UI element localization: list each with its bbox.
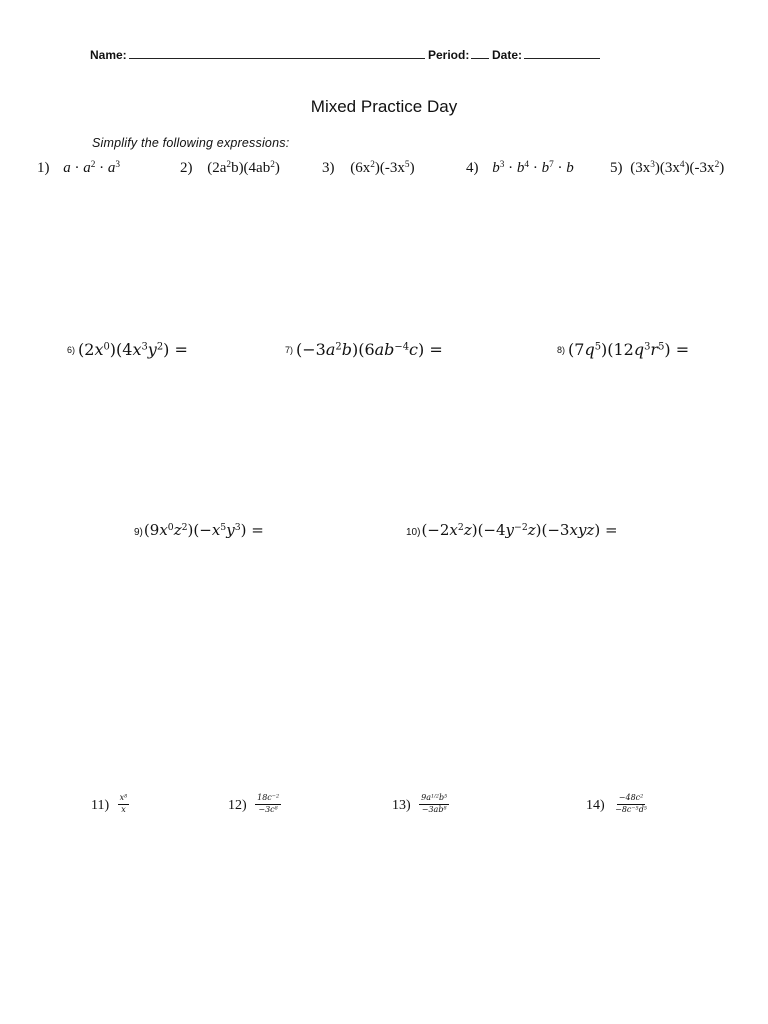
problem-12 [228,794,281,815]
problem-2 [180,160,280,177]
problem-number: 1) [37,160,50,176]
period-label: Period: [428,48,470,62]
page-title: Mixed Practice Day [310,97,458,116]
fraction [118,794,130,815]
problem-expression: $(6x^2)(-3x^5)$ [350,159,415,176]
problem-number: 7) [285,345,294,355]
name-blank-line[interactable] [129,47,425,59]
date-label: Date: [492,48,523,62]
fraction-numerator: $9a^{1/2}b^5$ [419,794,449,805]
problem-11 [91,794,129,815]
problem-number: 13) [392,797,411,813]
problem-4 [466,160,574,177]
fraction-numerator: $18c^{-2}$ [255,794,281,805]
fraction-denominator: x [121,804,126,814]
fraction-denominator: $-3c^8$ [258,804,278,814]
fraction [255,794,281,815]
name-field[interactable] [90,47,425,62]
problem-9 [134,521,264,539]
problem-14 [586,794,649,815]
problem-13 [392,794,449,815]
period-blank-line[interactable] [471,47,489,59]
problem-expression: $(3x^3)(3x^4)(-3x^2)$ [630,159,725,176]
problem-expression: $(2x^0)(4x^3y^2)$ = [78,340,188,359]
problem-number: 5) [610,160,623,176]
instructions-text: Simplify the following expressions: [92,136,290,150]
problem-7 [285,340,443,359]
problem-8 [557,340,689,359]
fraction-denominator: $-8c^{-5}d^5$ [615,804,647,814]
problem-expression: $(9x^0z^2)(-x^5y^3)$ = [143,521,264,539]
fraction [419,794,449,815]
problem-expression: $(-3a^2b)(6ab^{-4}c)$ = [296,340,443,359]
fraction [613,794,649,815]
problem-3 [322,160,415,177]
problem-expression: $a \cdot a^2 \cdot a^3$ [63,159,121,176]
problem-5 [610,160,724,177]
period-field[interactable] [428,47,489,62]
problem-number: 9) [134,527,143,538]
date-field[interactable] [492,47,600,62]
problem-10 [406,521,618,539]
problem-number: 8) [557,345,566,355]
problem-expression: $(-2x^2z)(-4y^{-2}z)(-3xyz)$ = [421,521,618,539]
problem-number: 4) [466,160,479,176]
problem-number: 12) [228,797,247,813]
fraction-denominator: $-3ab^8$ [421,804,447,814]
problem-expression: $b^3 \cdot b^4 \cdot b^7 \cdot b$ [492,159,574,176]
problem-number: 14) [586,797,605,813]
problem-expression: $(7q^5)(12q^3r^5)$ = [568,340,690,359]
problem-number: 3) [322,160,335,176]
problem-1 [37,160,120,177]
problem-number: 2) [180,160,193,176]
problem-number: 10) [406,527,421,538]
name-label: Name: [90,48,127,62]
problem-number: 11) [91,797,110,813]
date-blank-line[interactable] [524,47,600,59]
problem-expression: $(2a^2b)(4ab^2)$ [207,159,280,176]
fraction-numerator: $-48c^2$ [617,794,646,805]
problem-6 [67,340,188,359]
problem-number: 6) [67,345,76,355]
fraction-numerator: $x^8$ [118,794,130,805]
